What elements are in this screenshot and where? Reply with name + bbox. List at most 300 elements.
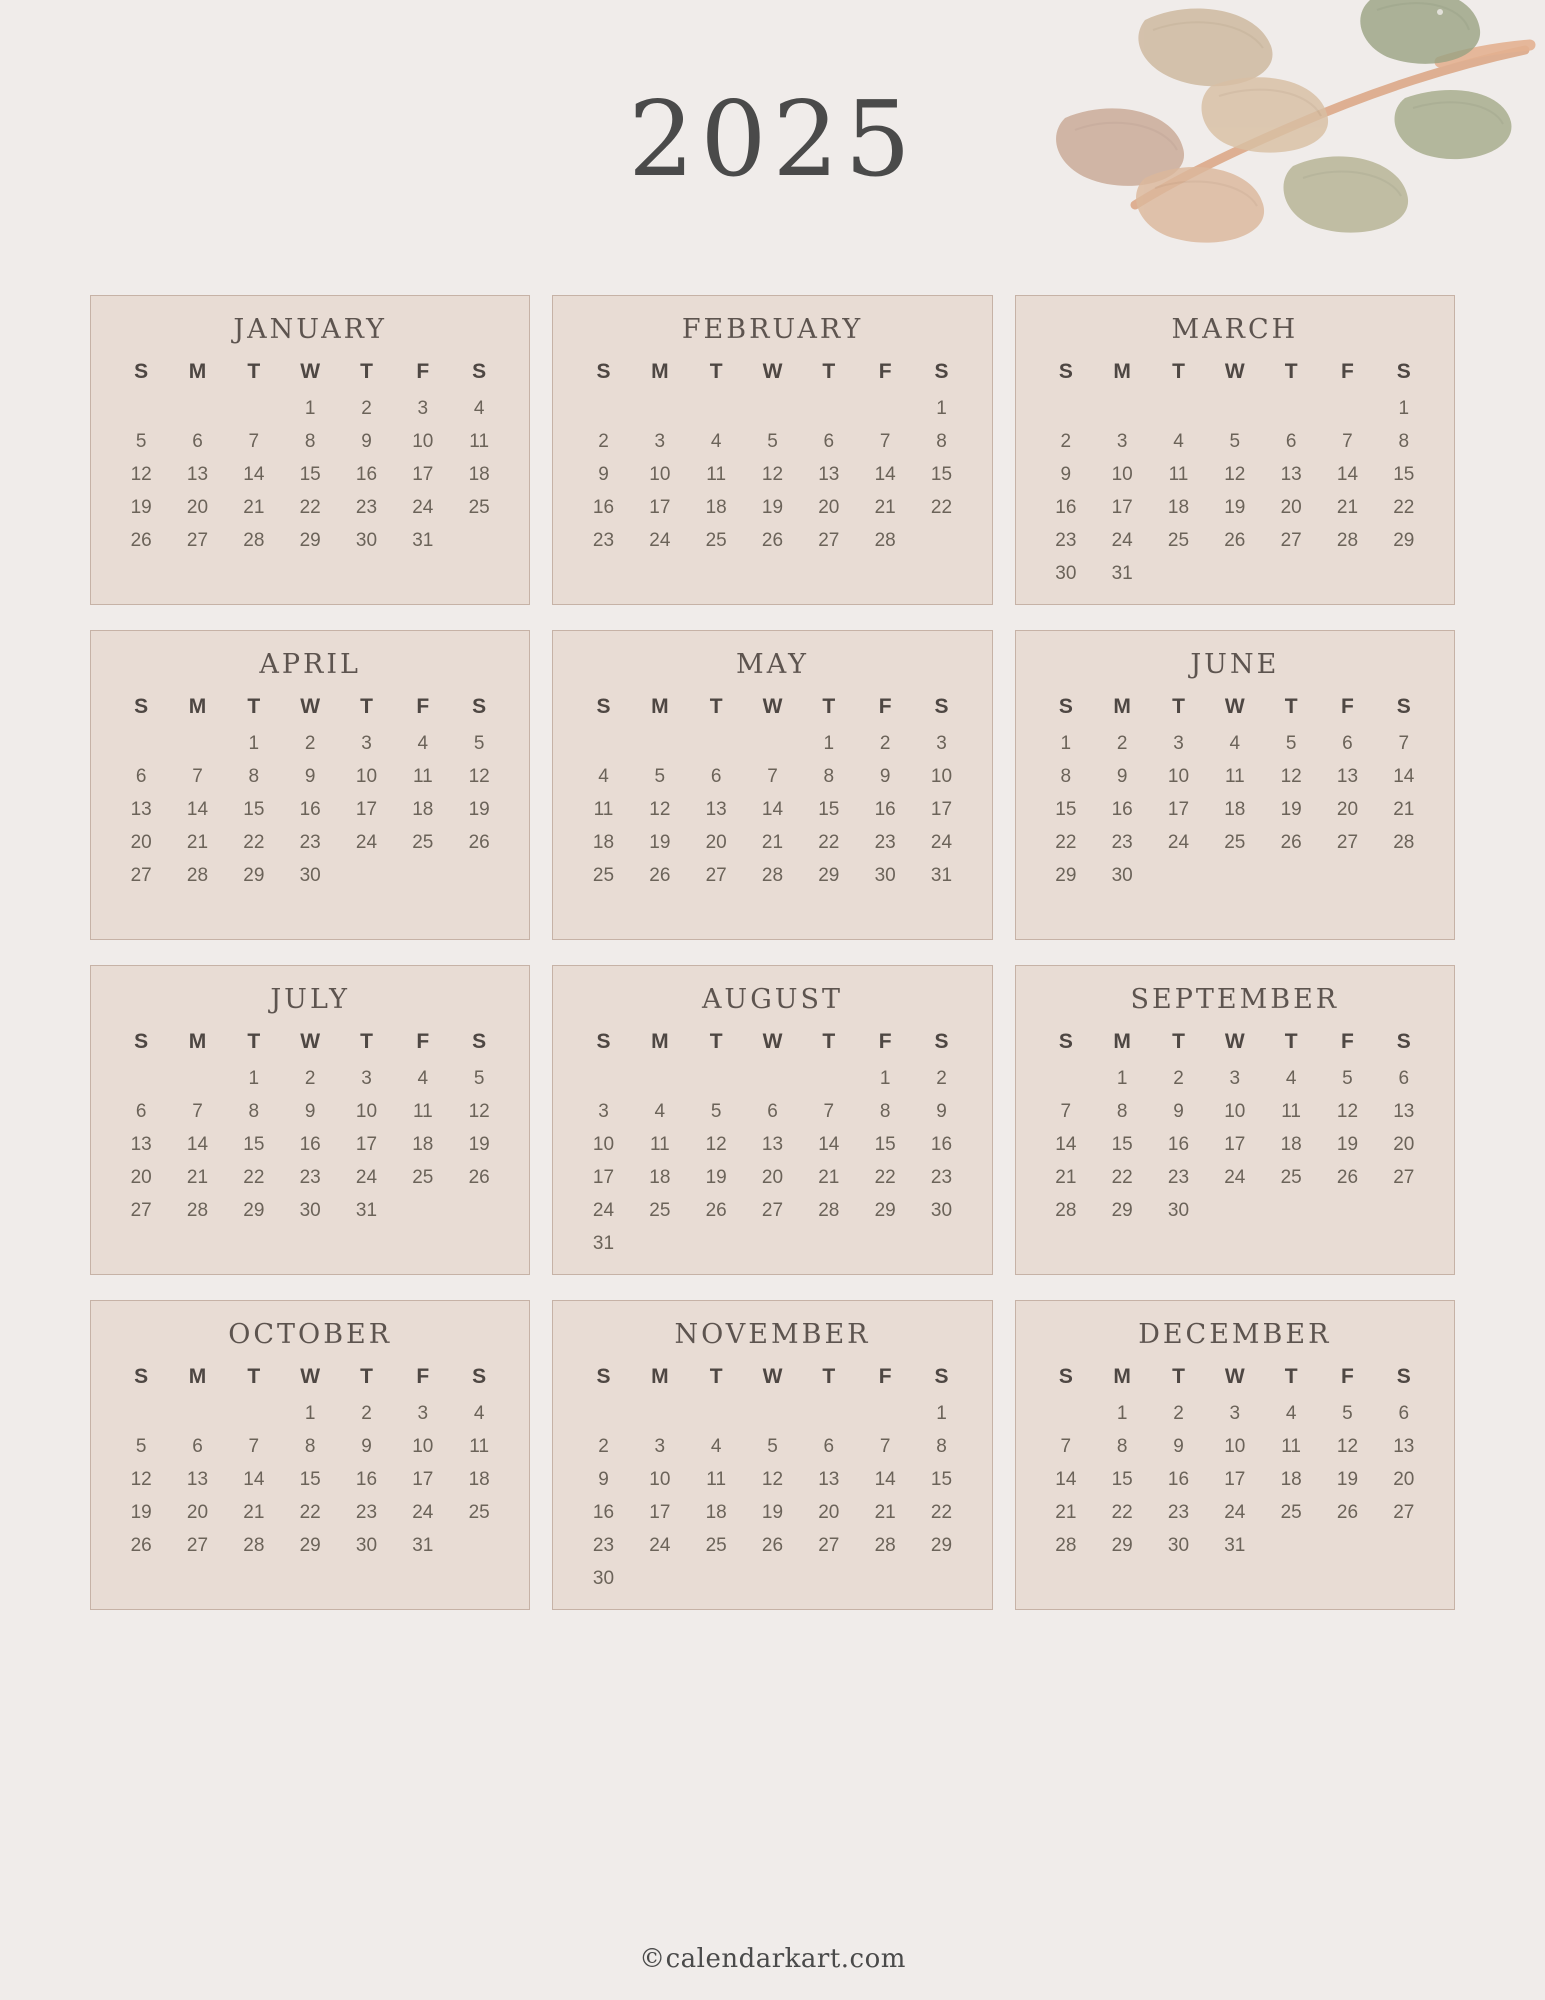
day-cell[interactable]: 30 [1055, 562, 1077, 584]
day-cell[interactable]: 2 [1116, 732, 1128, 754]
day-cell[interactable]: 3 [598, 1100, 609, 1122]
day-cell[interactable]: 8 [1116, 1100, 1128, 1122]
day-cell[interactable]: 12 [649, 798, 671, 820]
day-cell[interactable]: 2 [304, 1067, 316, 1089]
day-cell[interactable]: 27 [1280, 529, 1302, 551]
day-cell[interactable]: 12 [761, 1468, 784, 1490]
day-cell[interactable]: 19 [130, 496, 152, 518]
day-cell[interactable]: 29 [1111, 1199, 1133, 1221]
day-cell[interactable]: 19 [1336, 1133, 1359, 1155]
day-cell[interactable]: 18 [412, 798, 434, 820]
day-cell[interactable]: 5 [1229, 430, 1241, 452]
day-cell[interactable]: 20 [1393, 1133, 1415, 1155]
day-cell[interactable]: 24 [649, 1534, 671, 1556]
day-cell[interactable]: 18 [468, 1468, 490, 1490]
day-cell[interactable]: 25 [705, 529, 727, 551]
day-cell[interactable]: 2 [598, 1435, 609, 1457]
day-cell[interactable]: 24 [1224, 1166, 1246, 1188]
day-cell[interactable]: 1 [248, 1067, 260, 1089]
day-cell[interactable]: 12 [1280, 765, 1302, 787]
day-cell[interactable]: 19 [468, 798, 490, 820]
day-cell[interactable]: 10 [649, 1468, 671, 1490]
day-cell[interactable]: 30 [592, 1567, 615, 1589]
day-cell[interactable]: 10 [412, 430, 434, 452]
day-cell[interactable]: 21 [186, 831, 209, 853]
day-cell[interactable]: 29 [299, 529, 321, 551]
day-cell[interactable]: 1 [304, 1402, 316, 1424]
day-cell[interactable]: 16 [1111, 798, 1133, 820]
day-cell[interactable]: 5 [135, 430, 147, 452]
day-cell[interactable]: 4 [710, 1435, 722, 1457]
day-cell[interactable]: 16 [592, 1501, 615, 1523]
day-cell[interactable]: 1 [879, 1067, 891, 1089]
day-cell[interactable]: 7 [192, 1100, 203, 1122]
day-cell[interactable]: 14 [1393, 765, 1415, 787]
day-cell[interactable]: 30 [299, 864, 321, 886]
day-cell[interactable]: 27 [705, 864, 727, 886]
day-cell[interactable]: 17 [1167, 798, 1190, 820]
day-cell[interactable]: 15 [874, 1133, 896, 1155]
day-cell[interactable]: 26 [130, 1534, 152, 1556]
day-cell[interactable]: 20 [1336, 798, 1359, 820]
day-cell[interactable]: 4 [654, 1100, 666, 1122]
day-cell[interactable]: 29 [874, 1199, 896, 1221]
day-cell[interactable]: 10 [1224, 1435, 1246, 1457]
day-cell[interactable]: 22 [818, 831, 840, 853]
day-cell[interactable]: 2 [879, 732, 891, 754]
day-cell[interactable]: 15 [1111, 1468, 1133, 1490]
day-cell[interactable]: 3 [1116, 430, 1128, 452]
day-cell[interactable]: 13 [1393, 1435, 1415, 1457]
day-cell[interactable]: 27 [1393, 1501, 1415, 1523]
day-cell[interactable]: 2 [936, 1067, 947, 1089]
day-cell[interactable]: 6 [1398, 1067, 1410, 1089]
day-cell[interactable]: 25 [412, 1166, 434, 1188]
day-cell[interactable]: 21 [761, 831, 784, 853]
day-cell[interactable]: 16 [299, 1133, 321, 1155]
day-cell[interactable]: 14 [1055, 1468, 1077, 1490]
day-cell[interactable]: 20 [705, 831, 727, 853]
day-cell[interactable]: 23 [592, 529, 615, 551]
day-cell[interactable]: 12 [1224, 463, 1246, 485]
day-cell[interactable]: 26 [1224, 529, 1246, 551]
day-cell[interactable]: 19 [761, 496, 784, 518]
day-cell[interactable]: 10 [1224, 1100, 1246, 1122]
day-cell[interactable]: 15 [930, 463, 953, 485]
day-cell[interactable]: 22 [930, 496, 953, 518]
day-cell[interactable]: 16 [1167, 1468, 1190, 1490]
day-cell[interactable]: 1 [1116, 1067, 1128, 1089]
day-cell[interactable]: 21 [874, 1501, 896, 1523]
day-cell[interactable]: 30 [874, 864, 896, 886]
day-cell[interactable]: 22 [299, 1501, 321, 1523]
day-cell[interactable]: 16 [930, 1133, 953, 1155]
day-cell[interactable]: 9 [1173, 1100, 1184, 1122]
day-cell[interactable]: 6 [135, 765, 147, 787]
day-cell[interactable]: 1 [1398, 397, 1410, 419]
day-cell[interactable]: 17 [930, 798, 953, 820]
day-cell[interactable]: 5 [710, 1100, 722, 1122]
day-cell[interactable]: 31 [1224, 1534, 1246, 1556]
day-cell[interactable]: 5 [135, 1435, 147, 1457]
day-cell[interactable]: 24 [1167, 831, 1190, 853]
day-cell[interactable]: 10 [1167, 765, 1190, 787]
day-cell[interactable]: 30 [355, 529, 378, 551]
day-cell[interactable]: 26 [468, 831, 490, 853]
day-cell[interactable]: 24 [1111, 529, 1133, 551]
day-cell[interactable]: 20 [818, 496, 840, 518]
day-cell[interactable]: 10 [355, 1100, 378, 1122]
day-cell[interactable]: 27 [818, 1534, 840, 1556]
day-cell[interactable]: 4 [598, 765, 609, 787]
day-cell[interactable]: 29 [1111, 1534, 1133, 1556]
day-cell[interactable]: 28 [761, 864, 784, 886]
day-cell[interactable]: 26 [1336, 1166, 1359, 1188]
day-cell[interactable]: 27 [186, 1534, 209, 1556]
day-cell[interactable]: 9 [361, 430, 372, 452]
day-cell[interactable]: 13 [130, 798, 152, 820]
day-cell[interactable]: 16 [299, 798, 321, 820]
day-cell[interactable]: 28 [1055, 1534, 1077, 1556]
day-cell[interactable]: 26 [705, 1199, 727, 1221]
day-cell[interactable]: 24 [930, 831, 953, 853]
day-cell[interactable]: 14 [761, 798, 784, 820]
day-cell[interactable]: 3 [654, 430, 666, 452]
day-cell[interactable]: 25 [592, 864, 615, 886]
day-cell[interactable]: 19 [761, 1501, 784, 1523]
day-cell[interactable]: 24 [412, 1501, 434, 1523]
day-cell[interactable]: 18 [1167, 496, 1190, 518]
day-cell[interactable]: 28 [1336, 529, 1359, 551]
day-cell[interactable]: 27 [1393, 1166, 1415, 1188]
day-cell[interactable]: 22 [1055, 831, 1077, 853]
day-cell[interactable]: 4 [1285, 1067, 1297, 1089]
day-cell[interactable]: 27 [761, 1199, 784, 1221]
day-cell[interactable]: 11 [412, 1100, 433, 1122]
day-cell[interactable]: 3 [417, 1402, 429, 1424]
day-cell[interactable]: 29 [1393, 529, 1415, 551]
day-cell[interactable]: 12 [130, 1468, 152, 1490]
day-cell[interactable]: 18 [1280, 1468, 1302, 1490]
day-cell[interactable]: 27 [1336, 831, 1359, 853]
day-cell[interactable]: 21 [243, 1501, 265, 1523]
day-cell[interactable]: 27 [130, 1199, 152, 1221]
day-cell[interactable]: 25 [649, 1199, 671, 1221]
day-cell[interactable]: 17 [412, 1468, 434, 1490]
day-cell[interactable]: 19 [705, 1166, 727, 1188]
day-cell[interactable]: 19 [1336, 1468, 1359, 1490]
day-cell[interactable]: 3 [1173, 732, 1184, 754]
day-cell[interactable]: 19 [130, 1501, 152, 1523]
day-cell[interactable]: 30 [299, 1199, 321, 1221]
day-cell[interactable]: 17 [1224, 1468, 1246, 1490]
day-cell[interactable]: 6 [823, 1435, 835, 1457]
day-cell[interactable]: 12 [1336, 1100, 1359, 1122]
day-cell[interactable]: 10 [355, 765, 378, 787]
day-cell[interactable]: 3 [936, 732, 947, 754]
day-cell[interactable]: 12 [705, 1133, 727, 1155]
day-cell[interactable]: 28 [1055, 1199, 1077, 1221]
day-cell[interactable]: 9 [1060, 463, 1072, 485]
day-cell[interactable]: 22 [299, 496, 321, 518]
day-cell[interactable]: 12 [1336, 1435, 1359, 1457]
day-cell[interactable]: 12 [130, 463, 152, 485]
day-cell[interactable]: 10 [592, 1133, 615, 1155]
day-cell[interactable]: 3 [654, 1435, 666, 1457]
day-cell[interactable]: 21 [186, 1166, 209, 1188]
day-cell[interactable]: 28 [818, 1199, 840, 1221]
day-cell[interactable]: 2 [304, 732, 316, 754]
day-cell[interactable]: 21 [818, 1166, 840, 1188]
day-cell[interactable]: 14 [243, 1468, 265, 1490]
day-cell[interactable]: 4 [1173, 430, 1184, 452]
day-cell[interactable]: 17 [355, 1133, 378, 1155]
day-cell[interactable]: 4 [417, 1067, 429, 1089]
day-cell[interactable]: 14 [186, 1133, 209, 1155]
day-cell[interactable]: 2 [1060, 430, 1072, 452]
day-cell[interactable]: 7 [192, 765, 203, 787]
day-cell[interactable]: 3 [417, 397, 429, 419]
day-cell[interactable]: 1 [248, 732, 260, 754]
day-cell[interactable]: 23 [1167, 1166, 1190, 1188]
day-cell[interactable]: 14 [818, 1133, 840, 1155]
day-cell[interactable]: 6 [1285, 430, 1297, 452]
day-cell[interactable]: 6 [1342, 732, 1353, 754]
day-cell[interactable]: 17 [355, 798, 378, 820]
day-cell[interactable]: 25 [468, 496, 490, 518]
day-cell[interactable]: 21 [1055, 1501, 1077, 1523]
day-cell[interactable]: 20 [186, 1501, 209, 1523]
day-cell[interactable]: 28 [874, 1534, 896, 1556]
day-cell[interactable]: 23 [1055, 529, 1077, 551]
day-cell[interactable]: 18 [1280, 1133, 1302, 1155]
day-cell[interactable]: 26 [761, 529, 784, 551]
day-cell[interactable]: 19 [1224, 496, 1246, 518]
day-cell[interactable]: 3 [361, 1067, 372, 1089]
day-cell[interactable]: 7 [1060, 1100, 1072, 1122]
day-cell[interactable]: 25 [1167, 529, 1190, 551]
day-cell[interactable]: 5 [473, 1067, 485, 1089]
day-cell[interactable]: 23 [930, 1166, 953, 1188]
day-cell[interactable]: 23 [1167, 1501, 1190, 1523]
day-cell[interactable]: 10 [649, 463, 671, 485]
day-cell[interactable]: 15 [1111, 1133, 1133, 1155]
day-cell[interactable]: 7 [1060, 1435, 1072, 1457]
day-cell[interactable]: 29 [930, 1534, 953, 1556]
day-cell[interactable]: 13 [1336, 765, 1359, 787]
day-cell[interactable]: 10 [1111, 463, 1133, 485]
day-cell[interactable]: 9 [1173, 1435, 1184, 1457]
day-cell[interactable]: 18 [468, 463, 490, 485]
day-cell[interactable]: 3 [1229, 1067, 1241, 1089]
day-cell[interactable]: 9 [598, 1468, 609, 1490]
day-cell[interactable]: 1 [1060, 732, 1072, 754]
day-cell[interactable]: 2 [361, 397, 372, 419]
day-cell[interactable]: 16 [1055, 496, 1077, 518]
day-cell[interactable]: 7 [1398, 732, 1410, 754]
day-cell[interactable]: 22 [930, 1501, 953, 1523]
day-cell[interactable]: 29 [299, 1534, 321, 1556]
day-cell[interactable]: 1 [936, 1402, 947, 1424]
day-cell[interactable]: 14 [186, 798, 209, 820]
day-cell[interactable]: 20 [186, 496, 209, 518]
day-cell[interactable]: 13 [1393, 1100, 1415, 1122]
day-cell[interactable]: 25 [1280, 1501, 1302, 1523]
day-cell[interactable]: 20 [130, 1166, 152, 1188]
day-cell[interactable]: 18 [649, 1166, 671, 1188]
day-cell[interactable]: 21 [1393, 798, 1415, 820]
day-cell[interactable]: 8 [304, 1435, 316, 1457]
day-cell[interactable]: 7 [1342, 430, 1353, 452]
day-cell[interactable]: 21 [1336, 496, 1359, 518]
day-cell[interactable]: 31 [412, 529, 434, 551]
day-cell[interactable]: 8 [304, 430, 316, 452]
day-cell[interactable]: 19 [1280, 798, 1302, 820]
day-cell[interactable]: 18 [705, 1501, 727, 1523]
day-cell[interactable]: 11 [1281, 1435, 1301, 1457]
day-cell[interactable]: 25 [468, 1501, 490, 1523]
day-cell[interactable]: 30 [1167, 1534, 1190, 1556]
day-cell[interactable]: 4 [473, 1402, 485, 1424]
day-cell[interactable]: 28 [874, 529, 896, 551]
day-cell[interactable]: 5 [1342, 1067, 1353, 1089]
day-cell[interactable]: 11 [1168, 463, 1189, 485]
day-cell[interactable]: 18 [412, 1133, 434, 1155]
day-cell[interactable]: 19 [468, 1133, 490, 1155]
day-cell[interactable]: 28 [1393, 831, 1415, 853]
day-cell[interactable]: 10 [412, 1435, 434, 1457]
day-cell[interactable]: 24 [649, 529, 671, 551]
day-cell[interactable]: 11 [412, 765, 433, 787]
day-cell[interactable]: 17 [1224, 1133, 1246, 1155]
day-cell[interactable]: 8 [248, 1100, 260, 1122]
day-cell[interactable]: 13 [761, 1133, 784, 1155]
day-cell[interactable]: 16 [592, 496, 615, 518]
day-cell[interactable]: 9 [1116, 765, 1128, 787]
day-cell[interactable]: 9 [879, 765, 891, 787]
day-cell[interactable]: 3 [1229, 1402, 1241, 1424]
day-cell[interactable]: 14 [874, 1468, 896, 1490]
day-cell[interactable]: 15 [243, 798, 265, 820]
day-cell[interactable]: 13 [130, 1133, 152, 1155]
day-cell[interactable]: 11 [469, 430, 490, 452]
day-cell[interactable]: 21 [874, 496, 896, 518]
day-cell[interactable]: 20 [1393, 1468, 1415, 1490]
day-cell[interactable]: 6 [823, 430, 835, 452]
day-cell[interactable]: 26 [761, 1534, 784, 1556]
day-cell[interactable]: 20 [1280, 496, 1302, 518]
day-cell[interactable]: 4 [417, 732, 429, 754]
day-cell[interactable]: 23 [299, 1166, 321, 1188]
day-cell[interactable]: 26 [468, 1166, 490, 1188]
day-cell[interactable]: 4 [710, 430, 722, 452]
day-cell[interactable]: 12 [468, 765, 490, 787]
day-cell[interactable]: 26 [1336, 1501, 1359, 1523]
day-cell[interactable]: 1 [936, 397, 947, 419]
day-cell[interactable]: 16 [355, 1468, 378, 1490]
day-cell[interactable]: 20 [761, 1166, 784, 1188]
day-cell[interactable]: 5 [767, 1435, 778, 1457]
day-cell[interactable]: 11 [469, 1435, 490, 1457]
day-cell[interactable]: 2 [598, 430, 609, 452]
day-cell[interactable]: 13 [1280, 463, 1302, 485]
day-cell[interactable]: 2 [361, 1402, 372, 1424]
day-cell[interactable]: 13 [186, 463, 209, 485]
day-cell[interactable]: 18 [1224, 798, 1246, 820]
day-cell[interactable]: 29 [1055, 864, 1077, 886]
day-cell[interactable]: 22 [1393, 496, 1415, 518]
day-cell[interactable]: 5 [1285, 732, 1297, 754]
day-cell[interactable]: 27 [818, 529, 840, 551]
day-cell[interactable]: 9 [598, 463, 609, 485]
day-cell[interactable]: 23 [592, 1534, 615, 1556]
day-cell[interactable]: 11 [1224, 765, 1245, 787]
day-cell[interactable]: 7 [248, 430, 260, 452]
day-cell[interactable]: 1 [823, 732, 835, 754]
day-cell[interactable]: 25 [1280, 1166, 1302, 1188]
day-cell[interactable]: 15 [299, 463, 321, 485]
day-cell[interactable]: 2 [1173, 1067, 1184, 1089]
day-cell[interactable]: 23 [355, 496, 378, 518]
day-cell[interactable]: 11 [706, 463, 727, 485]
day-cell[interactable]: 29 [243, 864, 265, 886]
day-cell[interactable]: 8 [1116, 1435, 1128, 1457]
day-cell[interactable]: 5 [1342, 1402, 1353, 1424]
day-cell[interactable]: 5 [473, 732, 485, 754]
day-cell[interactable]: 6 [710, 765, 722, 787]
day-cell[interactable]: 4 [1285, 1402, 1297, 1424]
day-cell[interactable]: 24 [592, 1199, 615, 1221]
day-cell[interactable]: 15 [1393, 463, 1415, 485]
day-cell[interactable]: 13 [186, 1468, 209, 1490]
day-cell[interactable]: 9 [304, 1100, 316, 1122]
day-cell[interactable]: 11 [593, 798, 614, 820]
day-cell[interactable]: 1 [304, 397, 316, 419]
day-cell[interactable]: 17 [649, 1501, 671, 1523]
day-cell[interactable]: 13 [705, 798, 727, 820]
day-cell[interactable]: 6 [1398, 1402, 1410, 1424]
day-cell[interactable]: 6 [135, 1100, 147, 1122]
day-cell[interactable]: 9 [304, 765, 316, 787]
day-cell[interactable]: 22 [1111, 1501, 1133, 1523]
day-cell[interactable]: 6 [192, 430, 203, 452]
day-cell[interactable]: 7 [248, 1435, 260, 1457]
day-cell[interactable]: 8 [248, 765, 260, 787]
day-cell[interactable]: 14 [243, 463, 265, 485]
day-cell[interactable]: 31 [930, 864, 953, 886]
day-cell[interactable]: 31 [355, 1199, 378, 1221]
day-cell[interactable]: 24 [412, 496, 434, 518]
day-cell[interactable]: 27 [130, 864, 152, 886]
day-cell[interactable]: 7 [767, 765, 778, 787]
day-cell[interactable]: 23 [874, 831, 896, 853]
day-cell[interactable]: 4 [1229, 732, 1241, 754]
day-cell[interactable]: 30 [930, 1199, 953, 1221]
day-cell[interactable]: 13 [818, 463, 840, 485]
day-cell[interactable]: 18 [705, 496, 727, 518]
day-cell[interactable]: 10 [930, 765, 953, 787]
day-cell[interactable]: 15 [1055, 798, 1077, 820]
day-cell[interactable]: 11 [1281, 1100, 1301, 1122]
day-cell[interactable]: 1 [1116, 1402, 1128, 1424]
day-cell[interactable]: 29 [243, 1199, 265, 1221]
day-cell[interactable]: 26 [1280, 831, 1302, 853]
day-cell[interactable]: 26 [649, 864, 671, 886]
day-cell[interactable]: 6 [767, 1100, 778, 1122]
day-cell[interactable]: 8 [1060, 765, 1072, 787]
day-cell[interactable]: 19 [649, 831, 671, 853]
day-cell[interactable]: 24 [355, 1166, 378, 1188]
